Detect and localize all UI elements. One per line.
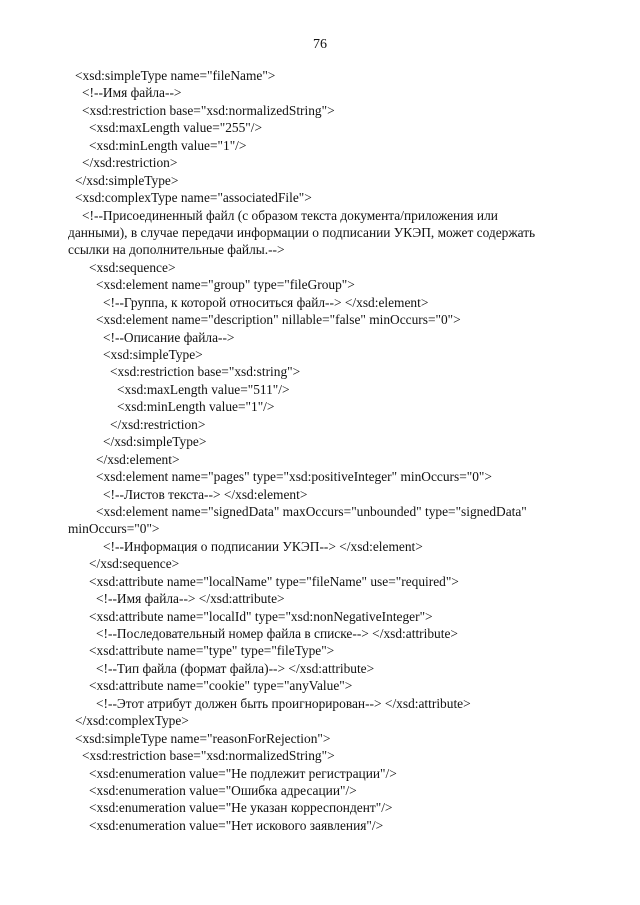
code-line: <xsd:enumeration value="Не подлежит регистрации"/> — [89, 765, 397, 781]
code-line: <xsd:element name="pages" type="xsd:positiveInteger" minOccurs="0"> — [96, 469, 492, 485]
xsd-code-block — [68, 67, 598, 834]
code-line: </xsd:restriction> — [110, 416, 206, 432]
code-line: <xsd:simpleType name="reasonForRejection"> — [75, 730, 331, 746]
code-line: ссылки на дополнительные файлы.--> — [68, 242, 285, 258]
code-line: <!--Этот атрибут должен быть проигнорирован--> </xsd:attribute> — [96, 695, 471, 711]
code-line: <xsd:sequence> — [89, 259, 176, 275]
code-line: <!--Имя файла--> — [82, 85, 182, 101]
code-line: <!--Последовательный номер файла в списке--> </xsd:attribute> — [96, 626, 458, 641]
code-line: minOccurs="0"> — [68, 521, 160, 537]
code-line: <xsd:minLength value="1"/> — [89, 137, 247, 153]
code-line: <!--Присоединенный файл (с образом текста документа/приложения или — [82, 207, 498, 223]
code-line: <xsd:element name="description" nillable="false" minOccurs="0"> — [96, 312, 461, 328]
code-line: <xsd:enumeration value="Ошибка адресации"/> — [89, 782, 357, 798]
code-line: данными), в случае передачи информации о подписании УКЭП, может содержать — [68, 224, 536, 240]
code-line: <xsd:minLength value="1"/> — [117, 399, 275, 415]
code-line: <xsd:attribute name="localName" type="fileName" use="required"> — [89, 573, 459, 589]
code-line: <xsd:maxLength value="255"/> — [89, 120, 263, 136]
code-line: <!--Листов текста--> </xsd:element> — [103, 486, 308, 502]
code-line: <!--Имя файла--> </xsd:attribute> — [96, 591, 285, 607]
code-line: <xsd:attribute name="cookie" type="anyValue"> — [89, 678, 353, 694]
code-line: <xsd:restriction base="xsd:string"> — [110, 364, 301, 380]
code-line: <xsd:element name="signedData" maxOccurs="unbounded" type="signedData" — [96, 503, 527, 519]
code-line: <xsd:maxLength value="511"/> — [117, 381, 290, 397]
code-line: </xsd:element> — [96, 451, 180, 467]
code-line: <xsd:simpleType name="fileName"> — [75, 68, 276, 83]
code-line: </xsd:restriction> — [82, 155, 178, 171]
code-line: <xsd:restriction base="xsd:normalizedString"> — [82, 102, 335, 118]
code-line: </xsd:complexType> — [75, 713, 189, 729]
code-line: <xsd:simpleType> — [103, 347, 203, 362]
code-line: </xsd:simpleType> — [75, 172, 179, 188]
code-line: </xsd:simpleType> — [103, 434, 207, 450]
code-line: <!--Тип файла (формат файла)--> </xsd:attribute> — [96, 660, 375, 676]
page-number: 76 — [313, 37, 327, 52]
code-line: <xsd:attribute name="localId" type="xsd:nonNegativeInteger"> — [89, 608, 433, 624]
code-line: <xsd:attribute name="type" type="fileType"> — [89, 643, 335, 659]
code-line: <xsd:enumeration value="Не указан корреспондент"/> — [89, 800, 393, 816]
code-line: <!--Группа, к которой относиться файл--> </xsd:element> — [103, 294, 429, 310]
code-line: <xsd:restriction base="xsd:normalizedString"> — [82, 748, 335, 764]
code-line: <xsd:enumeration value="Нет искового заявления"/> — [89, 817, 384, 833]
code-line: <xsd:complexType name="associatedFile"> — [75, 190, 312, 206]
code-line: </xsd:sequence> — [89, 556, 180, 572]
code-line: <!--Описание файла--> — [103, 329, 235, 345]
code-line: <xsd:element name="group" type="fileGroup"> — [96, 277, 355, 293]
code-line: <!--Информация о подписании УКЭП--> </xsd:element> — [103, 538, 423, 554]
